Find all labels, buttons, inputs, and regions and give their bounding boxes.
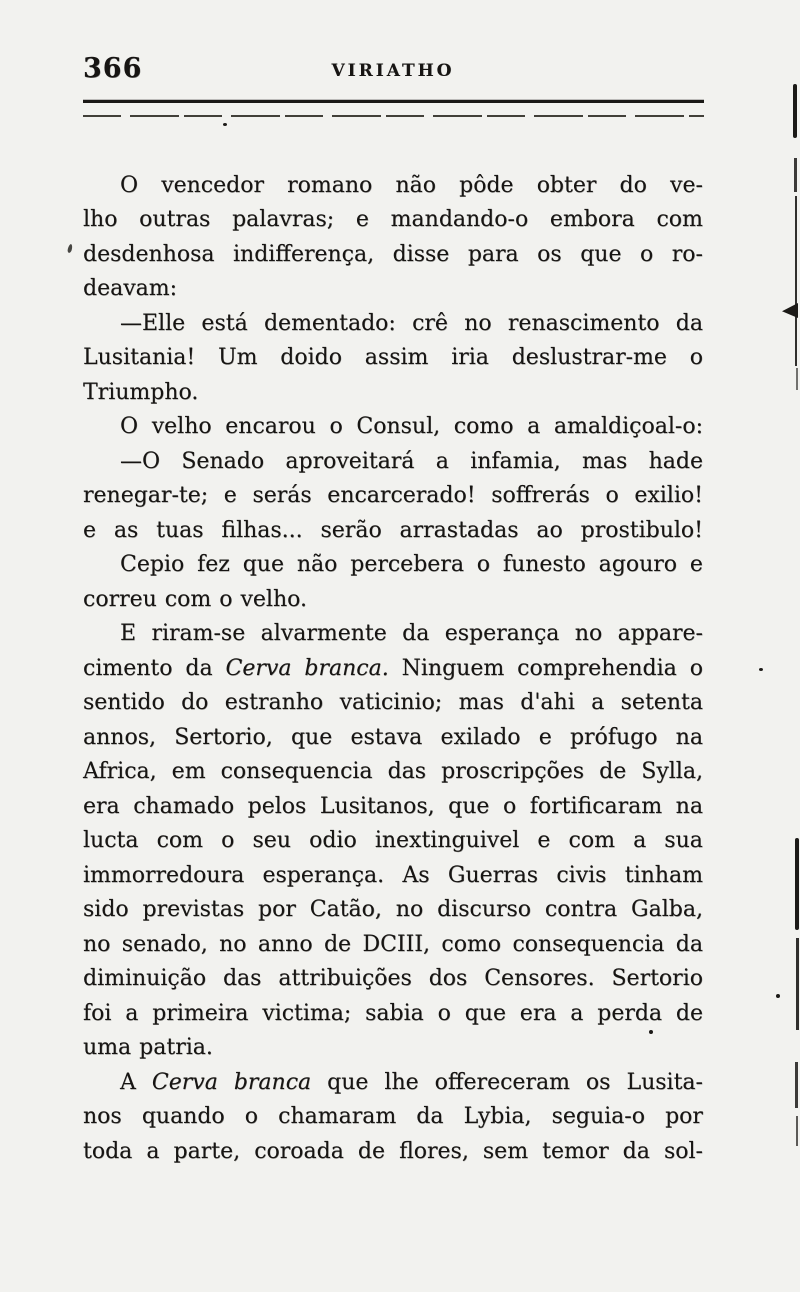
text-line xyxy=(83,686,703,721)
word: exilado xyxy=(440,724,521,750)
word: o xyxy=(221,828,235,854)
word: a xyxy=(125,1000,139,1026)
word: setenta xyxy=(620,690,703,716)
text-line xyxy=(83,479,703,514)
word: O xyxy=(120,172,139,198)
word: perda xyxy=(597,1000,663,1026)
word: o xyxy=(502,793,517,819)
text-line xyxy=(83,1031,703,1066)
word: romano xyxy=(287,172,373,198)
text-line xyxy=(83,962,703,997)
scan-artifact xyxy=(796,368,798,390)
word: os xyxy=(585,1069,611,1095)
word: estranho xyxy=(224,690,324,716)
word: a xyxy=(570,1000,584,1026)
word: Catão, xyxy=(309,897,382,923)
text-line xyxy=(83,720,703,755)
word: velho xyxy=(151,414,212,440)
text-block xyxy=(83,168,703,1169)
word: exilio! xyxy=(634,483,703,509)
word: victima; xyxy=(262,1000,352,1026)
word: patria. xyxy=(139,1035,213,1061)
word: da xyxy=(402,621,430,647)
text-line xyxy=(83,893,703,928)
scan-artifact xyxy=(793,84,797,138)
word: pôde xyxy=(459,172,514,198)
word: serão xyxy=(320,517,382,543)
word: Guerras xyxy=(447,862,539,888)
text-line xyxy=(83,1100,703,1135)
word: ao xyxy=(536,517,563,543)
word: E xyxy=(120,621,137,647)
scan-artifact xyxy=(794,158,797,192)
word: Sylla, xyxy=(641,759,703,785)
text-line xyxy=(83,789,703,824)
text-line xyxy=(83,272,703,307)
word: não xyxy=(395,172,436,198)
word: das xyxy=(222,966,262,992)
word: consequencia xyxy=(512,931,665,957)
word: a xyxy=(591,690,605,716)
word: o xyxy=(244,1104,259,1130)
word: Ninguem xyxy=(401,655,505,681)
word: o xyxy=(605,483,619,509)
word: appare- xyxy=(617,621,703,647)
word: renascimento xyxy=(507,310,660,336)
word: Lybia, xyxy=(463,1104,532,1130)
word: hade xyxy=(648,448,703,474)
word: lucta xyxy=(83,828,139,854)
word: estava xyxy=(350,724,423,750)
word: immorredoura xyxy=(83,862,245,888)
text-line xyxy=(83,548,703,583)
word: era xyxy=(83,793,120,819)
word: como xyxy=(453,414,514,440)
word: que xyxy=(464,1000,506,1026)
word: consequencia xyxy=(220,759,373,785)
word: de xyxy=(599,759,627,785)
word: civis xyxy=(556,862,607,888)
word: com xyxy=(164,586,212,612)
word: fez xyxy=(197,552,230,578)
word: nos xyxy=(83,1104,122,1130)
word: Galba, xyxy=(631,897,703,923)
word: tinham xyxy=(624,862,703,888)
word: alvarmente xyxy=(260,621,387,647)
word: iria xyxy=(451,345,489,371)
word: lhe xyxy=(384,1069,419,1095)
text-line xyxy=(83,168,703,203)
word: mas xyxy=(458,690,504,716)
text-line xyxy=(83,410,703,445)
word: amaldiçoal-o: xyxy=(553,414,703,440)
word: esperança xyxy=(444,621,560,647)
scan-artifact xyxy=(782,303,798,318)
word: da xyxy=(675,310,703,336)
word: previstas xyxy=(142,897,245,923)
word: no xyxy=(395,897,424,923)
word: renegar-te; xyxy=(83,483,209,509)
word: d'ahi xyxy=(520,690,575,716)
running-title: VIRIATHO xyxy=(331,61,455,81)
word: por xyxy=(665,1104,703,1130)
word: sol- xyxy=(663,1138,703,1164)
word: de xyxy=(357,1138,386,1164)
word: por xyxy=(258,897,296,923)
word: e xyxy=(355,207,369,233)
word: annos, xyxy=(83,724,156,750)
word: Lusita- xyxy=(626,1069,703,1095)
word: o xyxy=(329,414,343,440)
word: branca xyxy=(233,1069,312,1095)
word: doido xyxy=(280,345,342,371)
page-number: 366 xyxy=(83,53,143,84)
word: e xyxy=(83,517,97,543)
word: deavam: xyxy=(83,276,178,302)
word: Senado xyxy=(181,448,265,474)
word: desdenhosa xyxy=(83,241,215,267)
word: mas xyxy=(581,448,628,474)
word: embora xyxy=(549,207,635,233)
text-line xyxy=(83,341,703,376)
word: DCIII, xyxy=(362,931,430,957)
scan-artifact xyxy=(796,938,799,1030)
word: uma xyxy=(83,1035,132,1061)
word: senado, xyxy=(121,931,208,957)
word: no xyxy=(574,621,603,647)
word: em xyxy=(171,759,206,785)
text-line xyxy=(83,824,703,859)
word: indifferença, xyxy=(232,241,375,267)
word: Sertorio, xyxy=(174,724,273,750)
word: de xyxy=(675,1000,703,1026)
text-line xyxy=(83,582,703,617)
word: com xyxy=(156,828,204,854)
header-rule-bottom xyxy=(83,115,704,117)
scan-artifact xyxy=(795,838,799,930)
word: mandando-o xyxy=(390,207,529,233)
word: filhas... xyxy=(221,517,303,543)
word: tuas xyxy=(156,517,204,543)
word: da xyxy=(622,1138,650,1164)
word: A xyxy=(120,1069,136,1095)
word: do xyxy=(181,690,209,716)
word: prófugo xyxy=(569,724,658,750)
word: que xyxy=(290,724,333,750)
word: As xyxy=(402,862,430,888)
word: prostibulo! xyxy=(580,517,703,543)
word: seguia-o xyxy=(551,1104,645,1130)
word: no xyxy=(219,931,247,957)
word: comprehendia xyxy=(517,655,677,681)
word: contra xyxy=(544,897,618,923)
ink-speck xyxy=(223,123,227,126)
word: disse xyxy=(392,241,450,267)
text-line xyxy=(83,927,703,962)
word: riram-se xyxy=(151,621,246,647)
word: velho. xyxy=(240,586,307,612)
word: da xyxy=(675,931,703,957)
word: discurso xyxy=(437,897,532,923)
word: e xyxy=(689,552,703,578)
word: correu xyxy=(83,586,157,612)
text-line xyxy=(83,237,703,272)
word: attribuições xyxy=(278,966,412,992)
word: anno xyxy=(257,931,313,957)
word: chamado xyxy=(133,793,235,819)
word: palavras; xyxy=(232,207,335,233)
text-line xyxy=(83,1065,703,1100)
word: está xyxy=(201,310,248,336)
word: não xyxy=(296,552,338,578)
word: o xyxy=(689,345,703,371)
word: funesto xyxy=(502,552,586,578)
word: —O xyxy=(120,448,161,474)
word: encarcerado! xyxy=(327,483,476,509)
word: toda xyxy=(83,1138,133,1164)
text-line xyxy=(83,513,703,548)
word: sido xyxy=(83,897,129,923)
word: que xyxy=(580,241,622,267)
word: parte, xyxy=(173,1138,241,1164)
text-line xyxy=(83,306,703,341)
word: que xyxy=(448,793,490,819)
header-rule-top xyxy=(83,100,704,103)
word: para xyxy=(467,241,519,267)
word: Lusitanos, xyxy=(319,793,435,819)
word: aproveitará xyxy=(285,448,415,474)
word: quando xyxy=(141,1104,225,1130)
word: Sertorio xyxy=(611,966,703,992)
word: e xyxy=(223,483,237,509)
word: o xyxy=(476,552,491,578)
word: odio xyxy=(309,828,357,854)
word: temor xyxy=(542,1138,609,1164)
word: outras xyxy=(139,207,211,233)
word: branca. xyxy=(304,655,389,681)
page-header xyxy=(83,50,703,84)
word: vencedor xyxy=(161,172,264,198)
word: Triumpho. xyxy=(83,379,199,405)
word: soffrerás xyxy=(491,483,590,509)
word: na xyxy=(675,793,703,819)
word: com xyxy=(568,828,615,854)
word: offereceram xyxy=(434,1069,570,1095)
word: a xyxy=(633,828,647,854)
word: da xyxy=(416,1104,444,1130)
word: Consul, xyxy=(356,414,441,440)
word: as xyxy=(113,517,139,543)
word: Cerva xyxy=(225,655,292,681)
word: o xyxy=(689,655,703,681)
word: os xyxy=(537,241,562,267)
word: o xyxy=(219,586,233,612)
text-line xyxy=(83,651,703,686)
word: Cepio xyxy=(120,552,185,578)
word: flores, xyxy=(399,1138,469,1164)
word: ro- xyxy=(671,241,703,267)
word: proscripções xyxy=(441,759,585,785)
ink-speck xyxy=(649,1030,653,1034)
text-line xyxy=(83,375,703,410)
word: e xyxy=(537,828,551,854)
word: Um xyxy=(218,345,258,371)
word: dos xyxy=(428,966,468,992)
word: Censores. xyxy=(484,966,595,992)
word: e xyxy=(538,724,552,750)
word: coroada xyxy=(254,1138,344,1164)
word: o xyxy=(639,241,654,267)
word: lho xyxy=(83,207,118,233)
word: ve- xyxy=(670,172,703,198)
word: sabia xyxy=(365,1000,424,1026)
word: cimento xyxy=(83,655,173,681)
text-line xyxy=(83,444,703,479)
text-line xyxy=(83,203,703,238)
word: dementado: xyxy=(263,310,396,336)
word: infamia, xyxy=(470,448,561,474)
word: como xyxy=(441,931,502,957)
ink-speck xyxy=(776,994,780,998)
word: Lusitania! xyxy=(83,345,196,371)
word: Cerva xyxy=(151,1069,218,1095)
word: vaticinio; xyxy=(339,690,443,716)
word: obter xyxy=(536,172,597,198)
word: inextinguivel xyxy=(374,828,520,854)
text-line xyxy=(83,996,703,1031)
word: da xyxy=(185,655,213,681)
word: esperança. xyxy=(262,862,385,888)
text-line xyxy=(83,1134,703,1169)
word: no xyxy=(464,310,492,336)
word: sua xyxy=(664,828,703,854)
word: das xyxy=(387,759,427,785)
word: deslustrar-me xyxy=(511,345,667,371)
scan-artifact xyxy=(795,196,797,366)
word: crê xyxy=(412,310,448,336)
text-line xyxy=(83,617,703,652)
scan-artifact xyxy=(795,1062,798,1108)
word: pelos xyxy=(247,793,307,819)
scan-artifact xyxy=(796,1116,798,1146)
word: assim xyxy=(364,345,429,371)
word: que xyxy=(327,1069,369,1095)
word: era xyxy=(519,1000,557,1026)
word: serás xyxy=(252,483,312,509)
word: na xyxy=(675,724,703,750)
word: encarou xyxy=(225,414,316,440)
word: percebera xyxy=(350,552,464,578)
text-line xyxy=(83,858,703,893)
word: que xyxy=(242,552,284,578)
word: com xyxy=(656,207,703,233)
word: do xyxy=(619,172,647,198)
word: a xyxy=(146,1138,160,1164)
word: a xyxy=(527,414,541,440)
word: arrastadas xyxy=(399,517,519,543)
word: sentido xyxy=(83,690,165,716)
word: seu xyxy=(252,828,291,854)
text-line xyxy=(83,755,703,790)
word: agouro xyxy=(598,552,678,578)
word: primeira xyxy=(152,1000,249,1026)
word: no xyxy=(83,931,111,957)
ink-speck xyxy=(759,668,763,671)
word: fortificaram xyxy=(529,793,663,819)
word: —Elle xyxy=(120,310,186,336)
word: chamaram xyxy=(278,1104,397,1130)
word: diminuição xyxy=(83,966,207,992)
word: foi xyxy=(83,1000,112,1026)
word: de xyxy=(323,931,352,957)
word: Africa, xyxy=(83,759,157,785)
word: O xyxy=(120,414,139,440)
ink-speck xyxy=(67,244,73,254)
word: sem xyxy=(482,1138,529,1164)
word: o xyxy=(437,1000,451,1026)
word: a xyxy=(435,448,449,474)
